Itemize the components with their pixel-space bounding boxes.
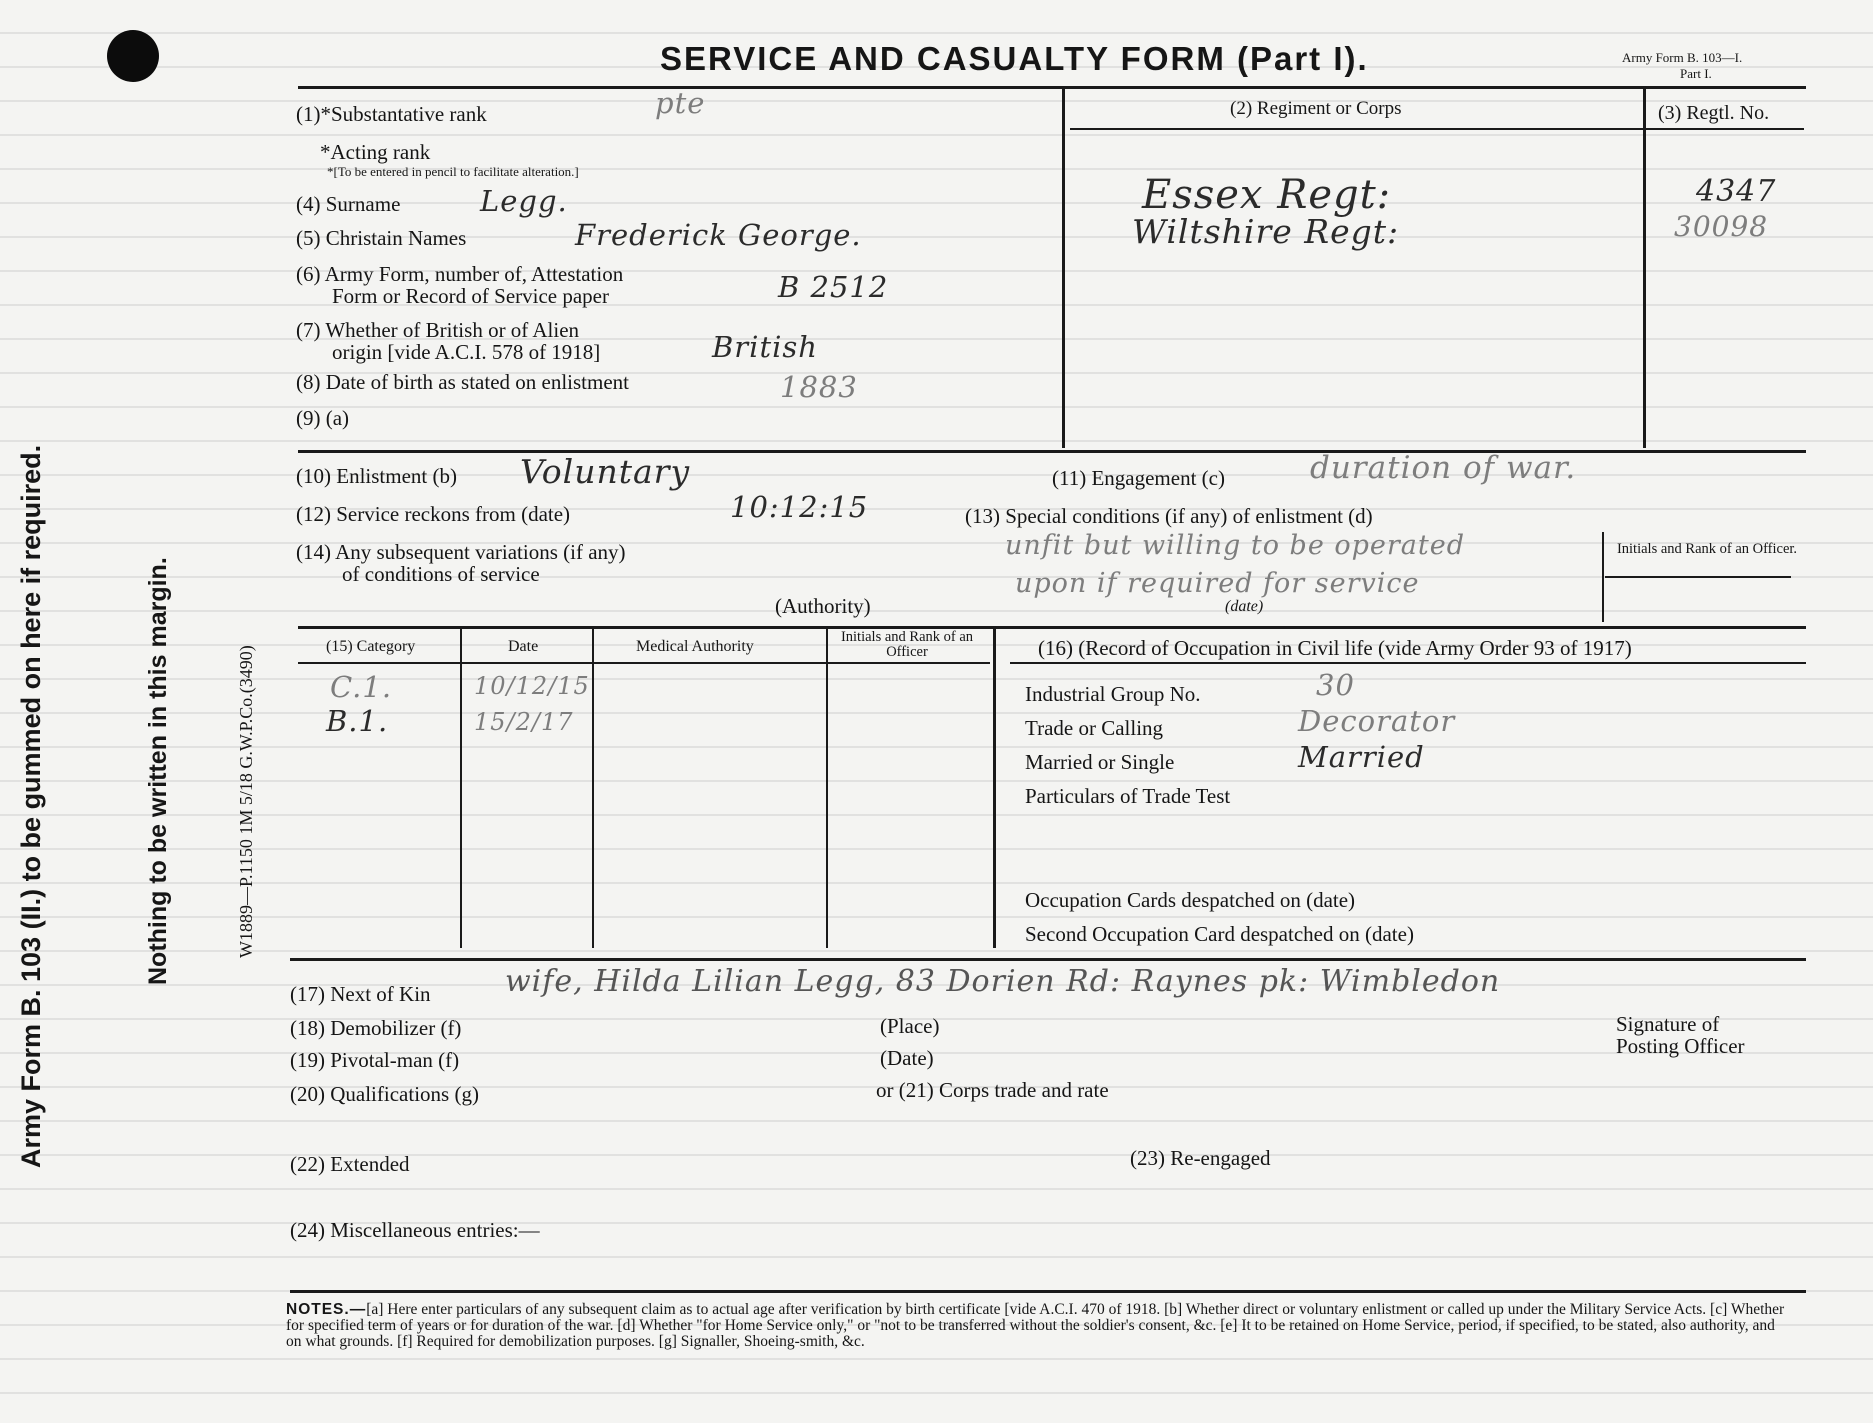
top-rule bbox=[298, 86, 1806, 89]
field8-label: (8) Date of birth as stated on enlistment bbox=[296, 370, 629, 394]
field11-label: (11) Engagement (c) bbox=[1052, 466, 1225, 490]
field13-value-1[interactable]: unfit but willing to be operated bbox=[1005, 530, 1466, 561]
medical-col-4 bbox=[993, 628, 996, 948]
field23-label: (23) Re-engaged bbox=[1130, 1146, 1271, 1170]
medical-col-2 bbox=[592, 628, 594, 948]
regiment-value-1[interactable]: Essex Regt: bbox=[1142, 172, 1392, 218]
medical-row1-category[interactable]: C.1. bbox=[330, 670, 393, 704]
field17-value[interactable]: wife, Hilda Lilian Legg, 83 Dorien Rd: Raynes pk: Wimbledon bbox=[505, 964, 1501, 999]
field12-label: (12) Service reckons from (date) bbox=[296, 502, 571, 526]
punch-hole bbox=[107, 30, 159, 82]
field18-label: (18) Demobilizer (f) bbox=[290, 1016, 462, 1040]
field1-label: (1)*Substantative rank bbox=[296, 102, 487, 126]
notes-block bbox=[286, 1302, 1794, 1350]
section-rule-2 bbox=[298, 626, 1806, 629]
initials-rule bbox=[1605, 576, 1791, 578]
regiment-header-rule bbox=[1070, 128, 1804, 130]
margin-outer-text: Army Form B. 103 (II.) to be gummed on here if required. bbox=[16, 444, 46, 1168]
army-form-ref-1: Army Form B. 103—I. bbox=[1622, 50, 1743, 65]
field12-value[interactable]: 10:12:15 bbox=[730, 490, 869, 524]
field13-label: (13) Special conditions (if any) of enlistment (d) bbox=[965, 504, 1373, 528]
industrial-group-value[interactable]: 30 bbox=[1316, 668, 1355, 702]
top-divider-regtl bbox=[1643, 88, 1646, 448]
married-label: Married or Single bbox=[1025, 750, 1175, 774]
medical-header-rule bbox=[298, 662, 990, 664]
acting-rank-label: *Acting rank bbox=[320, 140, 431, 164]
trade-value[interactable]: Decorator bbox=[1298, 704, 1456, 738]
notes-heading: NOTES.— bbox=[286, 1301, 367, 1318]
date-label-lower: (Date) bbox=[880, 1046, 934, 1070]
field14-label-2: of conditions of service bbox=[342, 562, 540, 586]
field21-label: or (21) Corps trade and rate bbox=[876, 1078, 1109, 1102]
acting-rank-note: *[To be entered in pencil to facilitate alteration.] bbox=[327, 164, 579, 179]
printer-code: W1889—P.1150 1M 5/18 G.W.P.Co.(3490) bbox=[236, 645, 256, 958]
field24-label: (24) Miscellaneous entries:— bbox=[290, 1218, 540, 1242]
field5-value[interactable]: Frederick George. bbox=[575, 218, 862, 252]
medical-header-officer-text: Initials and Rank of an Officer bbox=[840, 629, 974, 660]
field14-label-1: (14) Any subsequent variations (if any) bbox=[296, 540, 626, 564]
field19-label: (19) Pivotal-man (f) bbox=[290, 1048, 460, 1072]
medical-header-officer bbox=[832, 630, 982, 660]
field6-label-1: (6) Army Form, number of, Attestation bbox=[296, 262, 624, 286]
notes-rule bbox=[290, 1290, 1806, 1293]
field11-value[interactable]: duration of war. bbox=[1310, 450, 1577, 486]
married-value[interactable]: Married bbox=[1298, 740, 1425, 774]
field10-label: (10) Enlistment (b) bbox=[296, 464, 457, 488]
field4-value[interactable]: Legg. bbox=[480, 184, 568, 218]
field10-value[interactable]: Voluntary bbox=[520, 452, 691, 491]
regtl-no-value-2[interactable]: 30098 bbox=[1674, 210, 1769, 243]
medical-row2-category[interactable]: B.1. bbox=[326, 704, 389, 738]
field8-value[interactable]: 1883 bbox=[780, 370, 858, 404]
signature-line1: Signature of bbox=[1616, 1012, 1720, 1036]
occupation-cards-label: Occupation Cards despatched on (date) bbox=[1025, 888, 1356, 912]
initials-officer-text: Initials and Rank of an Officer. bbox=[1616, 541, 1798, 557]
field1-value[interactable]: pte bbox=[655, 86, 706, 120]
trade-test-label: Particulars of Trade Test bbox=[1025, 784, 1231, 808]
field13-value-2[interactable]: upon if required for service bbox=[1015, 568, 1420, 599]
initials-divider bbox=[1602, 532, 1604, 622]
field7-label-2: origin [vide A.C.I. 578 of 1918] bbox=[332, 340, 601, 364]
field9-label: (9) (a) bbox=[296, 406, 350, 430]
signature-line2: Posting Officer bbox=[1616, 1034, 1745, 1058]
field20-label: (20) Qualifications (g) bbox=[290, 1082, 479, 1106]
medical-row1-date[interactable]: 10/12/15 bbox=[474, 672, 590, 700]
medical-header-category: (15) Category bbox=[326, 638, 416, 655]
regiment-header: (2) Regiment or Corps bbox=[1230, 98, 1402, 119]
initials-officer-label bbox=[1612, 542, 1802, 557]
place-label: (Place) bbox=[880, 1014, 940, 1038]
field4-label: (4) Surname bbox=[296, 192, 401, 216]
margin-inner-text: Nothing to be written in this margin. bbox=[144, 557, 172, 985]
field17-label: (17) Next of Kin bbox=[290, 982, 431, 1006]
medical-col-3 bbox=[826, 628, 828, 948]
top-divider-main bbox=[1062, 88, 1065, 448]
regtl-no-header: (3) Regtl. No. bbox=[1658, 102, 1770, 124]
field6-label-2: Form or Record of Service paper bbox=[332, 284, 609, 308]
regtl-no-value-1[interactable]: 4347 bbox=[1696, 174, 1777, 209]
occupation-header: (16) (Record of Occupation in Civil life (vide Army Order 93 of 1917) bbox=[1038, 636, 1632, 660]
trade-label: Trade or Calling bbox=[1025, 716, 1164, 740]
notes-text: [a] Here enter particulars of any subsequent claim as to actual age after verification by birth certificate [vide A.C.I. 470 of 1918. [b] Whether direct or voluntary enlistment or called up under the Military Service Acts. [c] Whether for specified term of years or for duration of the war. [d] Whether "for Home Service only," or "not to be transferred without the soldier's consent, &c. [e] It to be retained on Home Service, period, if specified, to be stated, also authority, and on what grounds. [f] Required for demobilization purposes. [g] Signaller, Shoeing-smith, &c. bbox=[286, 1301, 1785, 1350]
medical-header-authority: Medical Authority bbox=[636, 638, 754, 655]
field22-label: (22) Extended bbox=[290, 1152, 410, 1176]
regiment-value-2[interactable]: Wiltshire Regt: bbox=[1132, 212, 1400, 251]
authority-label: (Authority) bbox=[775, 594, 871, 618]
industrial-group-label: Industrial Group No. bbox=[1025, 682, 1201, 706]
field7-value[interactable]: British bbox=[712, 330, 818, 364]
medical-col-1 bbox=[460, 628, 462, 948]
section14-date-label: (date) bbox=[1225, 598, 1264, 615]
field6-value[interactable]: B 2512 bbox=[778, 270, 889, 304]
second-card-label: Second Occupation Card despatched on (date) bbox=[1025, 922, 1414, 946]
field7-label-1: (7) Whether of British or of Alien bbox=[296, 318, 580, 342]
army-form-ref-2: Part I. bbox=[1680, 66, 1712, 81]
form-title: SERVICE AND CASUALTY FORM (Part I). bbox=[660, 40, 1369, 77]
medical-row2-date[interactable]: 15/2/17 bbox=[474, 708, 574, 736]
section-rule-3 bbox=[290, 958, 1806, 961]
medical-header-date: Date bbox=[508, 638, 539, 655]
occupation-header-rule bbox=[1010, 662, 1806, 664]
field5-label: (5) Christain Names bbox=[296, 226, 467, 250]
